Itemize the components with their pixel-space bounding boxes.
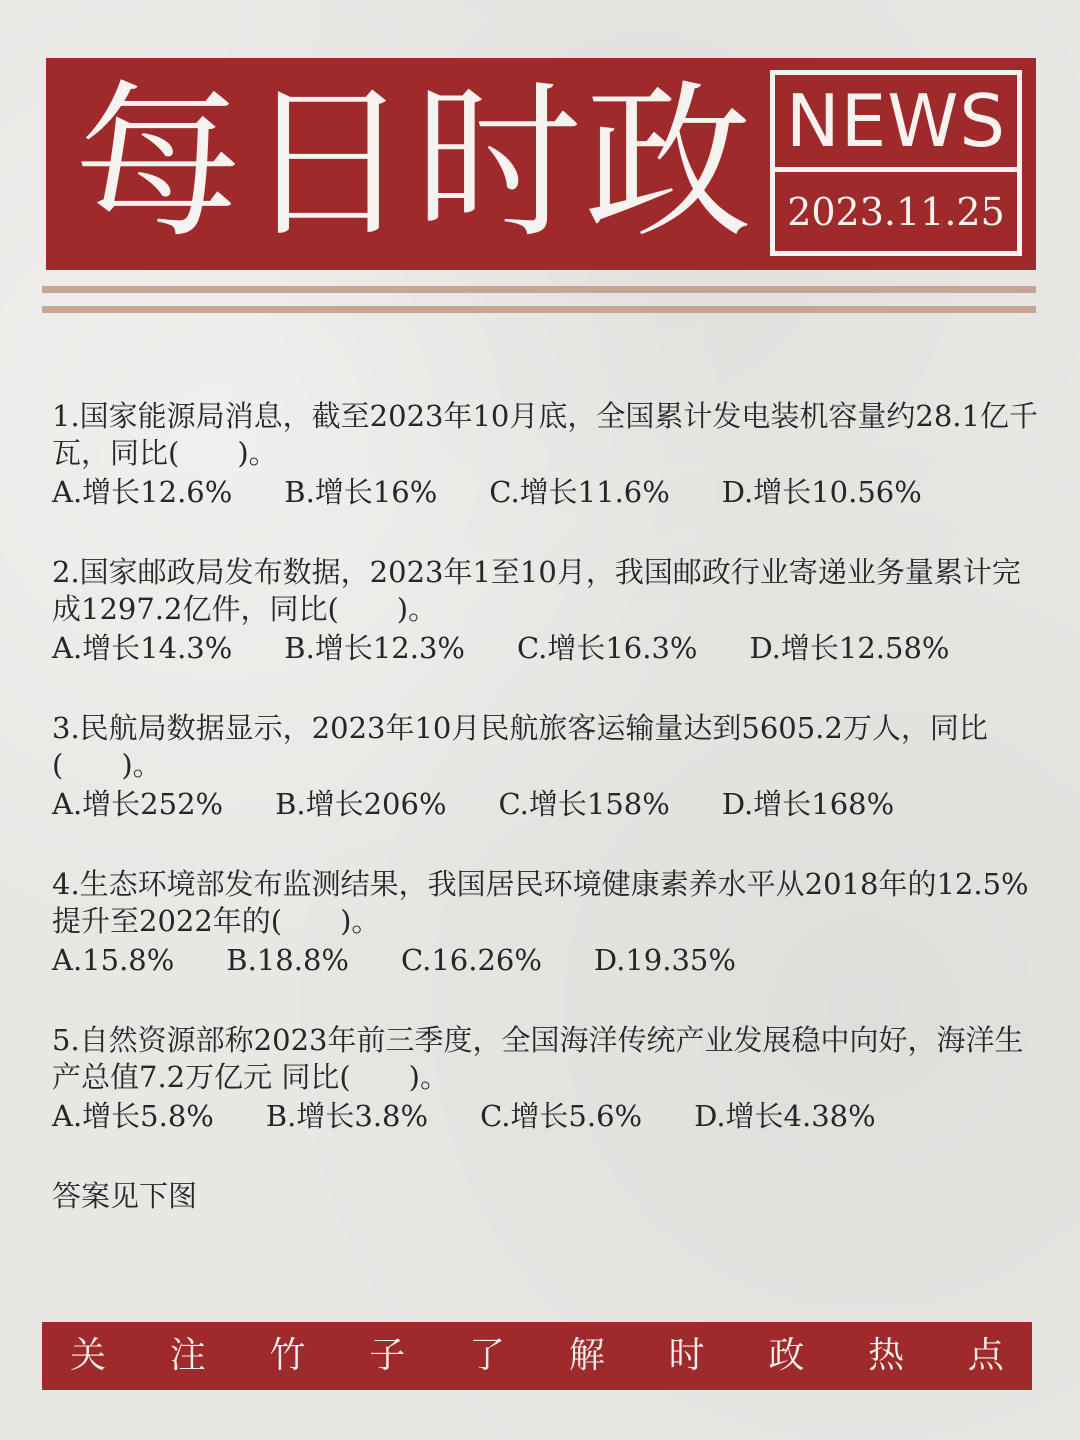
question-text: 3.民航局数据显示，2023年10月民航旅客运输量达到5605.2万人，同比( )。 [52,711,988,782]
option-d: D.增长10.56% [721,475,922,509]
question-item [52,398,1042,512]
option-d: D.19.35% [593,943,736,977]
option-c: C.增长5.6% [480,1099,643,1133]
option-a: A.增长252% [52,787,224,821]
footer-banner [42,1322,1032,1390]
question-item [52,1022,1042,1136]
footer-char: 时 [668,1335,705,1376]
footer-slogan [70,1322,1004,1390]
question-item [52,554,1042,668]
question-options [52,784,1042,824]
question-list [52,398,1042,1216]
header-rule-top [42,286,1036,293]
option-d: D.增长168% [721,787,895,821]
news-label: NEWS [785,79,1007,163]
option-a: A.增长12.6% [52,475,233,509]
question-item [52,710,1042,824]
footer-char: 了 [469,1335,506,1376]
footer-char: 注 [169,1335,206,1376]
option-d: D.增长4.38% [694,1099,876,1133]
question-text: 2.国家邮政局发布数据，2023年1至10月，我国邮政行业寄递业务量累计完成1297.2亿件，同比( )。 [52,555,1021,626]
answer-note: 答案见下图 [52,1179,198,1213]
option-b: B.增长12.3% [284,631,465,665]
option-b: B.增长16% [284,475,438,509]
page-title: 每日时政 [74,65,754,261]
option-b: B.增长206% [275,787,447,821]
option-a: A.增长5.8% [52,1099,214,1133]
footer-char: 解 [568,1335,605,1376]
option-c: C.增长16.3% [516,631,698,665]
option-d: D.增长12.58% [749,631,950,665]
footer-char: 热 [868,1335,905,1376]
option-c: C.增长11.6% [489,475,670,509]
option-b: B.18.8% [226,943,349,977]
news-badge [770,70,1022,256]
option-a: A.15.8% [52,943,175,977]
footer-char: 关 [70,1335,107,1376]
option-b: B.增长3.8% [265,1099,429,1133]
question-text: 4.生态环境部发布监测结果，我国居民环境健康素养水平从2018年的12.5%提升至2022年的( )。 [52,867,1029,938]
footer-char: 子 [369,1335,406,1376]
option-a: A.增长14.3% [52,631,233,665]
footer-char: 点 [967,1335,1004,1376]
header-rule-bottom [42,306,1036,313]
question-options [52,628,1042,668]
footer-char: 竹 [269,1335,306,1376]
footer-char: 政 [768,1335,805,1376]
issue-date: 2023.11.25 [787,190,1005,234]
question-text: 1.国家能源局消息，截至2023年10月底，全国累计发电装机容量约28.1亿千瓦，同比( )。 [52,399,1038,470]
question-options [52,940,1042,980]
question-item [52,866,1042,980]
question-options [52,472,1042,512]
question-options [52,1096,1042,1136]
question-text: 5.自然资源部称2023年前三季度，全国海洋传统产业发展稳中向好，海洋生产总值7.2万亿元 同比( )。 [52,1023,1024,1094]
header-banner [46,58,1036,270]
option-c: C.增长158% [498,787,670,821]
option-c: C.16.26% [400,943,542,977]
